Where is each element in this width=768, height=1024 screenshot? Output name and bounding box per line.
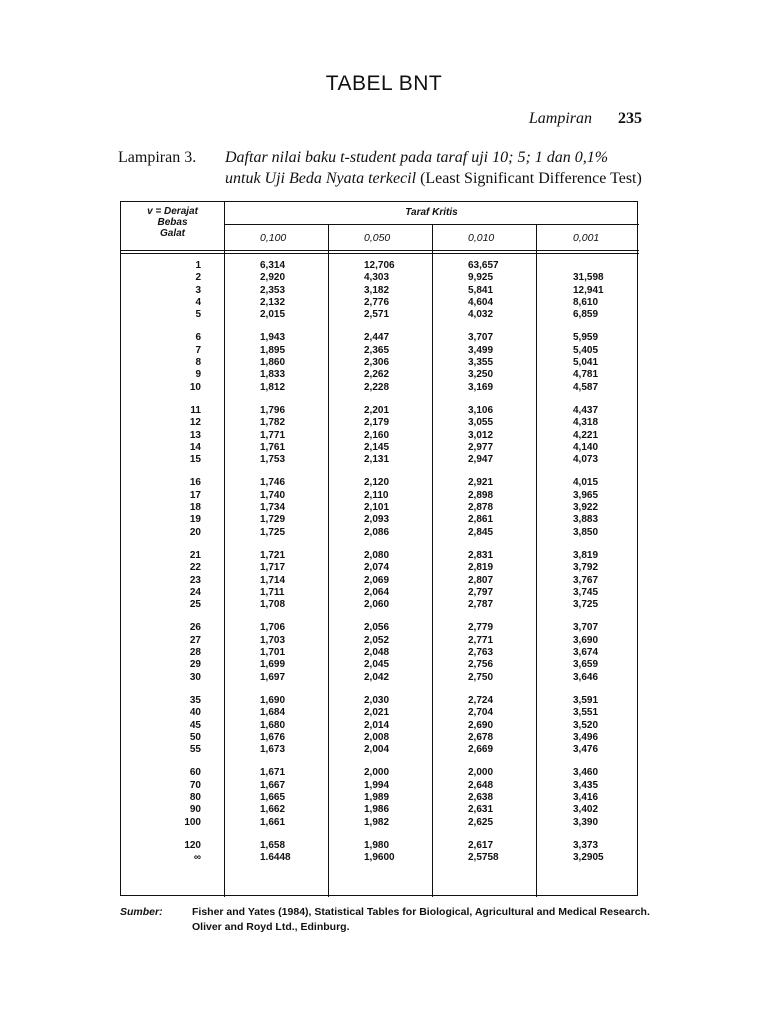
value-cell-0100: 1,703 — [260, 634, 286, 646]
table-row — [121, 285, 639, 297]
source-text — [192, 905, 662, 935]
value-cell-0010: 3,250 — [468, 369, 494, 381]
value-cell-0001: 4,073 — [573, 454, 599, 466]
value-cell-0001: 3,591 — [573, 694, 599, 706]
value-cell-0010: 2,678 — [468, 731, 494, 743]
value-cell-0050: 1,982 — [364, 816, 390, 828]
value-cell-0050: 1,994 — [364, 779, 390, 791]
value-cell-0100: 1,690 — [260, 694, 286, 706]
df-cell: 1 — [195, 260, 201, 271]
value-cell-0050: 2,074 — [364, 562, 390, 574]
value-cell-0050: 2,052 — [364, 634, 390, 646]
table-row — [121, 562, 639, 574]
table-row — [121, 514, 639, 526]
value-cell-0001: 3,416 — [573, 791, 599, 803]
table-row — [121, 502, 639, 514]
value-cell-0100: 1,746 — [260, 477, 286, 489]
value-cell-0001: 3,476 — [573, 744, 599, 756]
df-cell: 90 — [189, 804, 201, 816]
table-row — [121, 744, 639, 756]
value-cell-0100: 2,132 — [260, 296, 286, 308]
value-cell-0050: 1,980 — [364, 839, 390, 851]
value-cell-0050: 2,008 — [364, 731, 390, 743]
value-cell-0100: 2,920 — [260, 272, 286, 284]
value-cell-0010: 5,841 — [468, 284, 494, 296]
value-cell-0050: 2,228 — [364, 381, 390, 393]
value-cell-0050: 2,000 — [364, 767, 390, 779]
value-cell-0100: 1,753 — [260, 454, 286, 466]
table-row — [121, 707, 639, 719]
df-cell: 28 — [189, 647, 201, 659]
table-row — [121, 417, 639, 429]
value-cell-0001: 4,140 — [573, 441, 599, 453]
value-cell-0010: 2,861 — [468, 514, 494, 526]
row-group — [121, 260, 639, 321]
value-cell-0001: 4,587 — [573, 381, 599, 393]
table-body — [121, 260, 639, 875]
value-cell-0010: 2,690 — [468, 719, 494, 731]
value-cell-0050: 2,145 — [364, 441, 390, 453]
table-row — [121, 297, 639, 309]
value-cell-0050: 2,060 — [364, 599, 390, 611]
table-row — [121, 345, 639, 357]
value-cell-0010: 3,055 — [468, 417, 494, 429]
header-bottom-rule — [121, 250, 639, 251]
table-row — [121, 720, 639, 732]
caption-text — [225, 147, 655, 189]
table-row — [121, 695, 639, 707]
value-cell-0001: 3,850 — [573, 526, 599, 538]
df-cell: 21 — [189, 549, 201, 561]
value-cell-0001: 3,520 — [573, 719, 599, 731]
value-cell-0100: 1,701 — [260, 647, 286, 659]
value-cell-0010: 2,898 — [468, 489, 494, 501]
value-cell-0010: 2,756 — [468, 659, 494, 671]
value-cell-0010: 2,5758 — [468, 852, 499, 864]
row-group — [121, 332, 639, 393]
value-cell-0050: 2,447 — [364, 332, 390, 344]
df-cell: 10 — [189, 381, 201, 393]
df-cell: 29 — [189, 659, 201, 671]
df-cell: 26 — [189, 622, 201, 634]
caption-line-2-italic: untuk Uji Beda Nyata terkecil — [225, 170, 417, 187]
table-row — [121, 382, 639, 394]
value-cell-0010: 2,947 — [468, 454, 494, 466]
value-cell-0001: 8,610 — [573, 296, 599, 308]
row-group — [121, 767, 639, 828]
table-row — [121, 659, 639, 671]
taraf-kritis-header: Taraf Kritis — [405, 207, 458, 218]
row-group — [121, 695, 639, 756]
value-cell-0001: 3,460 — [573, 767, 599, 779]
value-cell-0001: 3,707 — [573, 622, 599, 634]
value-cell-0050: 2,021 — [364, 707, 390, 719]
value-cell-0050: 4,303 — [364, 272, 390, 284]
df-cell: 11 — [190, 404, 201, 416]
value-cell-0100: 1,667 — [260, 779, 286, 791]
df-cell: 4 — [195, 296, 201, 308]
table-row — [121, 442, 639, 454]
running-head — [529, 110, 642, 128]
df-cell: 5 — [195, 309, 201, 321]
header-bottom-rule-2 — [121, 253, 639, 254]
value-cell-0100: 1,665 — [260, 791, 286, 803]
value-cell-0100: 1,706 — [260, 622, 286, 634]
value-cell-0001: 4,781 — [573, 369, 599, 381]
value-cell-0001: 6,859 — [573, 309, 599, 321]
value-cell-0010: 2,648 — [468, 779, 494, 791]
df-cell: 2 — [195, 272, 201, 284]
df-cell: 19 — [189, 514, 201, 526]
df-cell: 70 — [189, 779, 201, 791]
value-cell-0050: 2,571 — [364, 309, 390, 321]
df-cell: 24 — [189, 586, 201, 598]
value-cell-0100: 1,812 — [260, 381, 286, 393]
value-cell-0100: 1,680 — [260, 719, 286, 731]
table-row — [121, 635, 639, 647]
caption-line-2-plain: (Least Significant Difference Test) — [420, 170, 642, 187]
value-cell-0010: 2,807 — [468, 574, 494, 586]
table-row — [121, 550, 639, 562]
table-row — [121, 575, 639, 587]
value-cell-0001: 3,819 — [573, 549, 599, 561]
df-cell: 30 — [189, 671, 201, 683]
value-cell-0100: 1,671 — [260, 767, 286, 779]
column-header-0010: 0,010 — [468, 232, 495, 244]
caption-label: Lampiran 3. — [118, 149, 197, 166]
value-cell-0010: 2,617 — [468, 839, 494, 851]
df-cell: 17 — [189, 489, 201, 501]
df-cell: 35 — [189, 694, 201, 706]
value-cell-0001: 3,646 — [573, 671, 599, 683]
value-cell-0100: 1,714 — [260, 574, 286, 586]
value-cell-0100: 1,673 — [260, 744, 286, 756]
value-cell-0010: 63,657 — [468, 260, 499, 271]
df-cell: 16 — [189, 477, 201, 489]
source-line-1: Fisher and Yates (1984), Statistical Tables for Biological, Agricultural and Medical Research. — [192, 906, 650, 918]
value-cell-0050: 2,048 — [364, 647, 390, 659]
table-row — [121, 357, 639, 369]
value-cell-0001: 4,318 — [573, 417, 599, 429]
value-cell-0050: 2,056 — [364, 622, 390, 634]
value-cell-0050: 2,101 — [364, 502, 390, 514]
value-cell-0001: 12,941 — [573, 284, 604, 296]
df-cell: 50 — [189, 731, 201, 743]
df-cell: 60 — [189, 767, 201, 779]
value-cell-0100: 1,796 — [260, 404, 286, 416]
table-row — [121, 454, 639, 466]
table-row — [121, 840, 639, 852]
value-cell-0050: 2,131 — [364, 454, 390, 466]
value-cell-0100: 1,860 — [260, 357, 286, 369]
page-number: 235 — [618, 110, 642, 127]
df-cell: 20 — [189, 526, 201, 538]
document-title: TABEL BNT — [325, 72, 443, 95]
table-row — [121, 309, 639, 321]
table-row — [121, 804, 639, 816]
value-cell-0001: 3,725 — [573, 599, 599, 611]
value-cell-0001: 3,2905 — [573, 852, 604, 864]
value-cell-0050: 2,262 — [364, 369, 390, 381]
table-row — [121, 647, 639, 659]
value-cell-0100: 1,740 — [260, 489, 286, 501]
row-group — [121, 550, 639, 611]
table-row — [121, 405, 639, 417]
value-cell-0001: 31,598 — [573, 272, 604, 284]
stub-header-line: Galat — [159, 228, 185, 239]
value-cell-0050: 2,080 — [364, 549, 390, 561]
value-cell-0001: 3,496 — [573, 731, 599, 743]
table-row — [121, 732, 639, 744]
value-cell-0001: 3,435 — [573, 779, 599, 791]
value-cell-0010: 2,771 — [468, 634, 494, 646]
table-row — [121, 599, 639, 611]
df-cell: 27 — [189, 634, 201, 646]
table-row — [121, 780, 639, 792]
value-cell-0100: 1,711 — [260, 586, 285, 598]
value-cell-0001: 4,015 — [573, 477, 599, 489]
value-cell-0050: 1,9600 — [364, 852, 395, 864]
value-cell-0050: 2,776 — [364, 296, 390, 308]
value-cell-0010: 2,763 — [468, 647, 494, 659]
table-row — [121, 767, 639, 779]
value-cell-0010: 2,977 — [468, 441, 494, 453]
value-cell-0100: 1,708 — [260, 599, 286, 611]
value-cell-0010: 2,819 — [468, 562, 494, 574]
value-cell-0010: 3,169 — [468, 381, 494, 393]
table-row — [121, 260, 639, 272]
value-cell-0010: 2,787 — [468, 599, 494, 611]
value-cell-0050: 2,120 — [364, 477, 390, 489]
value-cell-0010: 3,707 — [468, 332, 494, 344]
value-cell-0010: 2,000 — [468, 767, 494, 779]
df-cell: 80 — [189, 791, 201, 803]
df-cell: 120 — [184, 839, 201, 851]
value-cell-0050: 2,306 — [364, 357, 390, 369]
value-cell-0010: 2,638 — [468, 791, 494, 803]
value-cell-0050: 2,110 — [364, 489, 389, 501]
value-cell-0001: 3,690 — [573, 634, 599, 646]
value-cell-0050: 2,179 — [364, 417, 390, 429]
df-cell: 14 — [189, 441, 201, 453]
value-cell-0050: 1,986 — [364, 804, 390, 816]
df-cell: 12 — [189, 417, 201, 429]
value-cell-0010: 2,704 — [468, 707, 494, 719]
value-cell-0001: 3,767 — [573, 574, 599, 586]
df-cell: 18 — [189, 502, 201, 514]
value-cell-0100: 6,314 — [260, 260, 286, 271]
value-cell-0001: 3,551 — [573, 707, 599, 719]
value-cell-0001: 3,792 — [573, 562, 599, 574]
value-cell-0010: 2,921 — [468, 477, 494, 489]
value-cell-0100: 1,684 — [260, 707, 286, 719]
df-cell: 55 — [189, 744, 201, 756]
value-cell-0050: 2,064 — [364, 586, 390, 598]
value-cell-0050: 12,706 — [364, 260, 395, 271]
value-cell-0050: 2,045 — [364, 659, 390, 671]
stub-header-line: v = Derajat — [147, 206, 198, 217]
df-cell: 15 — [189, 454, 201, 466]
value-cell-0050: 2,365 — [364, 344, 390, 356]
value-cell-0010: 2,625 — [468, 816, 494, 828]
row-group — [121, 477, 639, 538]
value-cell-0010: 2,724 — [468, 694, 494, 706]
df-cell: 25 — [189, 599, 201, 611]
table-row — [121, 430, 639, 442]
value-cell-0050: 2,069 — [364, 574, 390, 586]
value-cell-0001: 3,659 — [573, 659, 599, 671]
value-cell-0010: 2,669 — [468, 744, 494, 756]
value-cell-0010: 2,845 — [468, 526, 494, 538]
caption-line-2 — [225, 168, 655, 189]
value-cell-0100: 1,676 — [260, 731, 286, 743]
value-cell-0100: 1,895 — [260, 344, 286, 356]
value-cell-0001: 4,221 — [573, 429, 599, 441]
value-cell-0050: 2,093 — [364, 514, 390, 526]
df-cell: 22 — [189, 562, 201, 574]
value-cell-0010: 2,750 — [468, 671, 494, 683]
df-cell: 8 — [195, 357, 201, 369]
value-cell-0050: 3,182 — [364, 284, 390, 296]
table-row — [121, 817, 639, 829]
table-row — [121, 622, 639, 634]
value-cell-0001: 3,922 — [573, 502, 599, 514]
value-cell-0100: 1,699 — [260, 659, 286, 671]
table-row — [121, 272, 639, 284]
value-cell-0100: 1,761 — [260, 441, 286, 453]
column-header-0001: 0,001 — [573, 232, 600, 244]
value-cell-0010: 2,779 — [468, 622, 494, 634]
value-cell-0001: 3,402 — [573, 804, 599, 816]
value-cell-0001: 3,373 — [573, 839, 599, 851]
value-cell-0001: 4,437 — [573, 404, 599, 416]
value-cell-0010: 2,797 — [468, 586, 494, 598]
value-cell-0010: 4,032 — [468, 309, 494, 321]
row-group — [121, 405, 639, 466]
df-cell: 45 — [189, 719, 201, 731]
value-cell-0100: 1,721 — [260, 549, 286, 561]
value-cell-0100: 1,771 — [260, 429, 286, 441]
df-cell: 3 — [195, 284, 201, 296]
value-cell-0010: 9,925 — [468, 272, 494, 284]
value-cell-0050: 2,030 — [364, 694, 390, 706]
table-row — [121, 477, 639, 489]
value-cell-0100: 1,658 — [260, 839, 286, 851]
value-cell-0100: 1,943 — [260, 332, 286, 344]
value-cell-0050: 2,201 — [364, 404, 390, 416]
table-row — [121, 490, 639, 502]
table-row — [121, 852, 639, 864]
value-cell-0010: 2,831 — [468, 549, 494, 561]
value-cell-0001: 3,883 — [573, 514, 599, 526]
table-row — [121, 369, 639, 381]
value-cell-0001: 3,674 — [573, 647, 599, 659]
value-cell-0001: 5,041 — [573, 357, 599, 369]
value-cell-0050: 2,042 — [364, 671, 390, 683]
value-cell-0100: 1,833 — [260, 369, 286, 381]
value-cell-0010: 3,106 — [468, 404, 494, 416]
value-cell-0050: 2,004 — [364, 744, 390, 756]
df-cell: 13 — [189, 429, 201, 441]
value-cell-0010: 3,499 — [468, 344, 494, 356]
value-cell-0100: 1,717 — [260, 562, 286, 574]
row-group — [121, 622, 639, 683]
caption-line-1: Daftar nilai baku t-student pada taraf uji 10; 5; 1 dan 0,1% — [225, 149, 609, 166]
value-cell-0100: 1,734 — [260, 502, 286, 514]
row-group — [121, 840, 639, 865]
table-row — [121, 587, 639, 599]
running-head-label: Lampiran — [528, 110, 592, 127]
value-cell-0050: 2,160 — [364, 429, 390, 441]
value-cell-0010: 3,012 — [468, 429, 494, 441]
value-cell-0100: 1,661 — [260, 816, 286, 828]
value-cell-0100: 1,697 — [260, 671, 286, 683]
value-cell-0010: 2,631 — [468, 804, 494, 816]
value-cell-0010: 2,878 — [468, 502, 494, 514]
value-cell-0100: 1,729 — [260, 514, 286, 526]
value-cell-0100: 1,725 — [260, 526, 286, 538]
table-row — [121, 332, 639, 344]
value-cell-0001: 3,745 — [573, 586, 599, 598]
stub-header — [121, 206, 224, 239]
df-cell: 6 — [195, 332, 201, 344]
df-cell: 7 — [195, 344, 201, 356]
source-line-2: Oliver and Royd Ltd., Edinburg. — [192, 921, 350, 933]
stub-header-line: Bebas — [157, 217, 188, 228]
value-cell-0010: 3,355 — [468, 357, 494, 369]
df-cell: 40 — [189, 707, 201, 719]
value-cell-0100: 1,782 — [260, 417, 286, 429]
table-row — [121, 672, 639, 684]
df-cell: 100 — [184, 816, 201, 828]
df-cell: 23 — [189, 574, 201, 586]
source-label: Sumber: — [120, 906, 163, 918]
df-cell: 9 — [195, 369, 201, 381]
t-table — [120, 201, 638, 896]
column-header-0050: 0,050 — [364, 232, 391, 244]
value-cell-0001: 3,965 — [573, 489, 599, 501]
value-cell-0050: 2,086 — [364, 526, 390, 538]
column-header-0100: 0,100 — [260, 232, 287, 244]
value-cell-0100: 1,662 — [260, 804, 286, 816]
value-cell-0100: 2,353 — [260, 284, 286, 296]
table-row — [121, 527, 639, 539]
value-cell-0100: 1.6448 — [260, 852, 291, 864]
value-cell-0001: 5,405 — [573, 344, 599, 356]
value-cell-0001: 3,390 — [573, 816, 599, 828]
df-cell: ∞ — [193, 852, 201, 864]
table-row — [121, 792, 639, 804]
value-cell-0050: 2,014 — [364, 719, 390, 731]
value-cell-0010: 4,604 — [468, 296, 494, 308]
value-cell-0050: 1,989 — [364, 791, 390, 803]
value-cell-0001: 5,959 — [573, 332, 599, 344]
value-cell-0100: 2,015 — [260, 309, 286, 321]
